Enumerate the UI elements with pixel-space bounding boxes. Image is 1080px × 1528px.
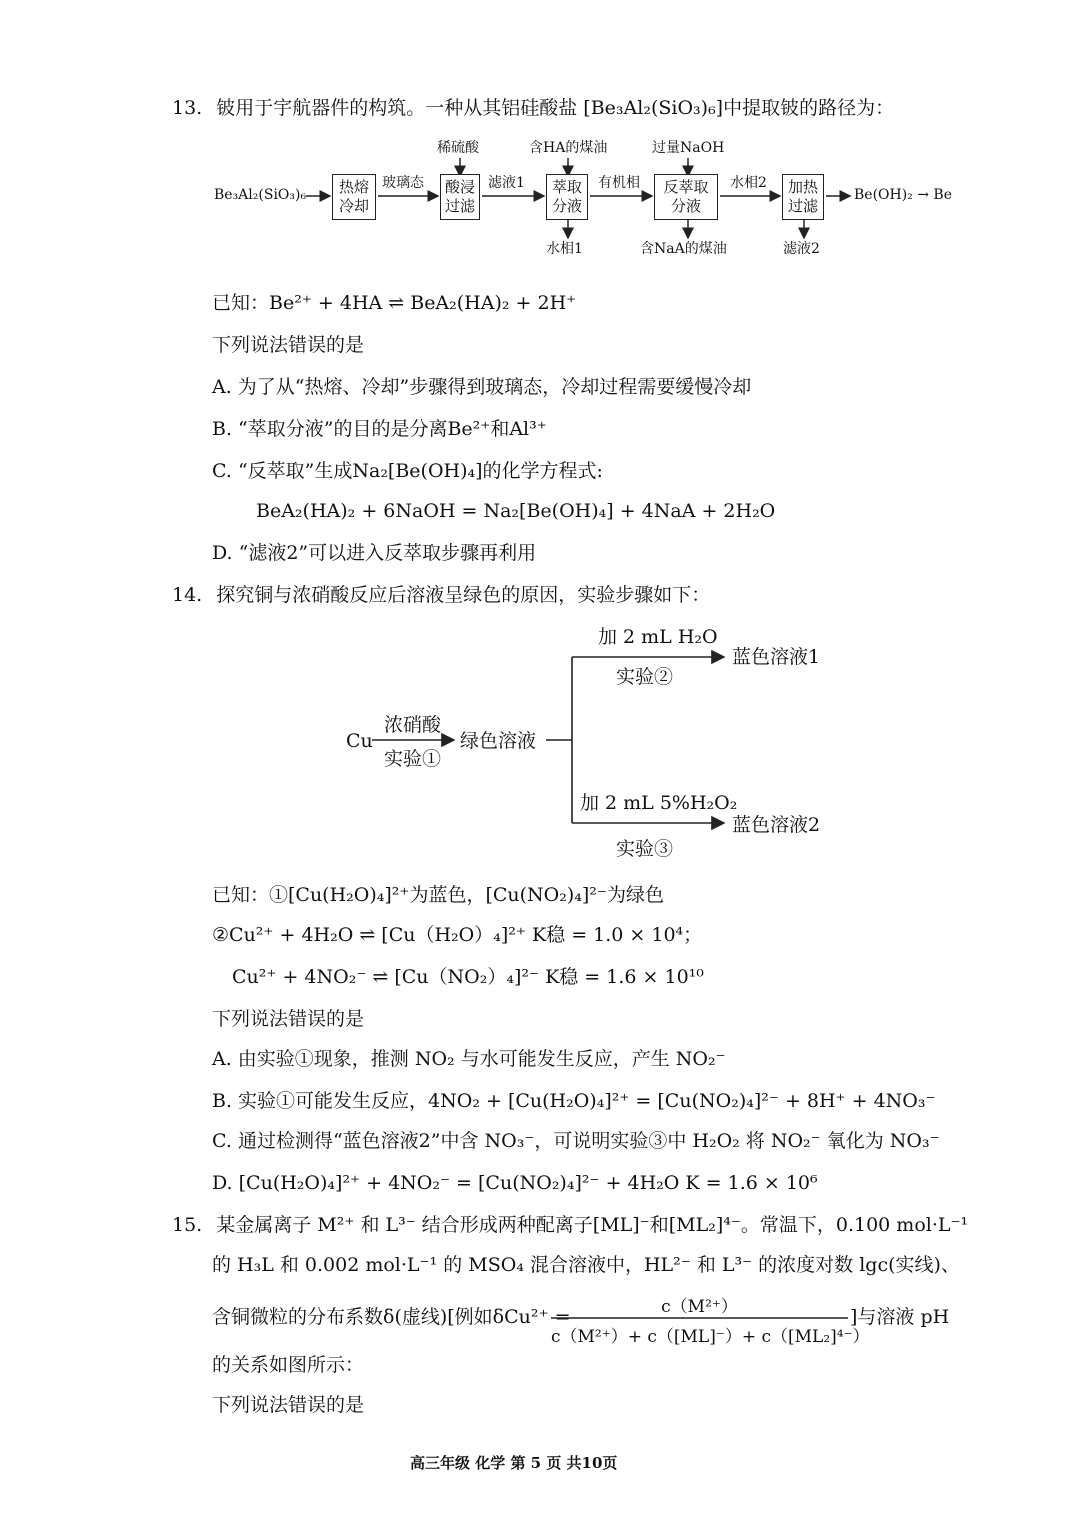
flow-start: Be₃Al₂(SiO₃)₆	[214, 187, 307, 203]
q14-number: 14.	[172, 584, 203, 606]
q14-reagent1: 浓硝酸	[384, 714, 442, 736]
q13-option-a: A. 为了从“热熔、冷却”步骤得到玻璃态，冷却过程需要缓慢冷却	[212, 376, 752, 398]
flow-step-heat-l2: 过滤	[787, 197, 818, 215]
q15-line1-text: 某金属离子 M²⁺ 和 L³⁻ 结合形成两种配离子[ML]⁻和[ML₂]⁴⁻。常温下，0.100 mol·L⁻¹	[216, 1214, 969, 1236]
q15-line3-pre: 含铜微粒的分布系数δ(虚线)[例如δCu²⁺ =	[212, 1306, 571, 1328]
q13-option-b: B. “萃取分液”的目的是分离Be²⁺和Al³⁺	[212, 418, 547, 440]
flow-step-back-l2: 分液	[670, 197, 701, 215]
q15-fraction-denominator: c（M²⁺）+ c（[ML]⁻）+ c（[ML₂]⁴⁻）	[551, 1327, 870, 1347]
q13-number: 13.	[172, 97, 203, 119]
q13-known: 已知：Be²⁺ + 4HA ⇌ BeA₂(HA)₂ + 2H⁺	[212, 292, 577, 314]
flow-end: Be(OH)₂ → Be	[854, 187, 952, 203]
flow-reagent4: 过量NaOH	[652, 140, 725, 156]
flow-arrow4-label: 水相2	[730, 175, 767, 191]
flow-reagent3: 含HA的煤油	[529, 140, 608, 156]
q14-blue2: 蓝色溶液2	[732, 814, 821, 836]
q14-reagent3: 加 2 mL 5%H₂O₂	[580, 792, 738, 814]
q15-line2: 的 H₃L 和 0.002 mol·L⁻¹ 的 MSO₄ 混合溶液中，HL²⁻ 和 L³⁻ 的浓度对数 lgc(实线)、	[212, 1254, 960, 1276]
flow-out4: 含NaA的煤油	[640, 241, 727, 257]
flow-step-extract-l1: 萃取	[551, 178, 582, 196]
q15-line3-post: ]与溶液 pH	[850, 1306, 950, 1328]
flow-out5: 滤液2	[783, 241, 820, 257]
q14-known3: Cu²⁺ + 4NO₂⁻ ⇌ [Cu（NO₂）₄]²⁻ K稳 = 1.6 × 10¹⁰	[232, 966, 704, 988]
q14-blue1: 蓝色溶液1	[732, 646, 821, 668]
q14-green-solution: 绿色溶液	[460, 730, 537, 752]
flow-reagent2: 稀硫酸	[437, 140, 479, 156]
flow-step-heat-l1: 加热	[787, 178, 818, 196]
q13-option-c-equation: BeA₂(HA)₂ + 6NaOH = Na₂[Be(OH)₄] + 4NaA + 2H₂O	[256, 500, 776, 522]
page-footer: 高三年级 化学 第 5 页 共10页	[410, 1454, 618, 1472]
q14-exp1: 实验①	[384, 748, 442, 770]
flow-step-extract-l2: 分液	[551, 197, 582, 215]
flow-step-melt-l2: 冷却	[338, 197, 369, 215]
q14-option-c: C. 通过检测得“蓝色溶液2”中含 NO₃⁻，可说明实验③中 H₂O₂ 将 NO₂⁻ 氧化为 NO₃⁻	[212, 1130, 940, 1152]
q14-option-b: B. 实验①可能发生反应，4NO₂ + [Cu(H₂O)₄]²⁺ = [Cu(NO₂)₄]²⁻ + 8H⁺ + 4NO₃⁻	[212, 1090, 936, 1112]
flow-step-leach-l2: 过滤	[444, 197, 475, 215]
q14-cu: Cu	[346, 730, 373, 752]
q14-reagent2: 加 2 mL H₂O	[598, 626, 718, 648]
q15-fraction-numerator: c（M²⁺）	[661, 1297, 738, 1317]
q13-stem-text: 铍用于宇航器件的构筑。一种从其铝硅酸盐 [Be₃Al₂(SiO₃)₆]中提取铍的路径为：	[216, 97, 895, 119]
q14-stem-text: 探究铜与浓硝酸反应后溶液呈绿色的原因，实验步骤如下：	[216, 584, 711, 606]
q14-option-d: D. [Cu(H₂O)₄]²⁺ + 4NO₂⁻ = [Cu(NO₂)₄]²⁻ + 4H₂O K = 1.6 × 10⁶	[212, 1172, 818, 1194]
flow-arrow2-label: 滤液1	[488, 175, 525, 191]
q14-exp2: 实验②	[616, 666, 674, 688]
q14-exp3: 实验③	[616, 838, 674, 860]
q14-option-a: A. 由实验①现象，推测 NO₂ 与水可能发生反应，产生 NO₂⁻	[212, 1048, 726, 1070]
q13-option-c: C. “反萃取”生成Na₂[Be(OH)₄]的化学方程式:	[212, 460, 603, 482]
flow-step-leach-l1: 酸浸	[444, 178, 475, 196]
flow-out3: 水相1	[546, 241, 583, 257]
q13-option-d: D. “滤液2”可以进入反萃取步骤再利用	[212, 542, 537, 564]
q13-ask: 下列说法错误的是	[212, 334, 365, 356]
q14-known2: ②Cu²⁺ + 4H₂O ⇌ [Cu（H₂O）₄]²⁺ K稳 = 1.0 × 10⁴；	[212, 924, 703, 946]
flow-step-melt-l1: 热熔	[338, 178, 369, 196]
q15-line4: 的关系如图所示：	[212, 1354, 365, 1376]
flow-step-back-l1: 反萃取	[663, 178, 709, 196]
flow-arrow1-label: 玻璃态	[382, 175, 424, 191]
q14-known1: 已知：①[Cu(H₂O)₄]²⁺为蓝色，[Cu(NO₂)₄]²⁻为绿色	[212, 884, 664, 906]
q14-ask: 下列说法错误的是	[212, 1008, 365, 1030]
q15-ask: 下列说法错误的是	[212, 1394, 365, 1416]
q15-number: 15.	[172, 1214, 203, 1236]
flow-arrow3-label: 有机相	[598, 175, 640, 191]
